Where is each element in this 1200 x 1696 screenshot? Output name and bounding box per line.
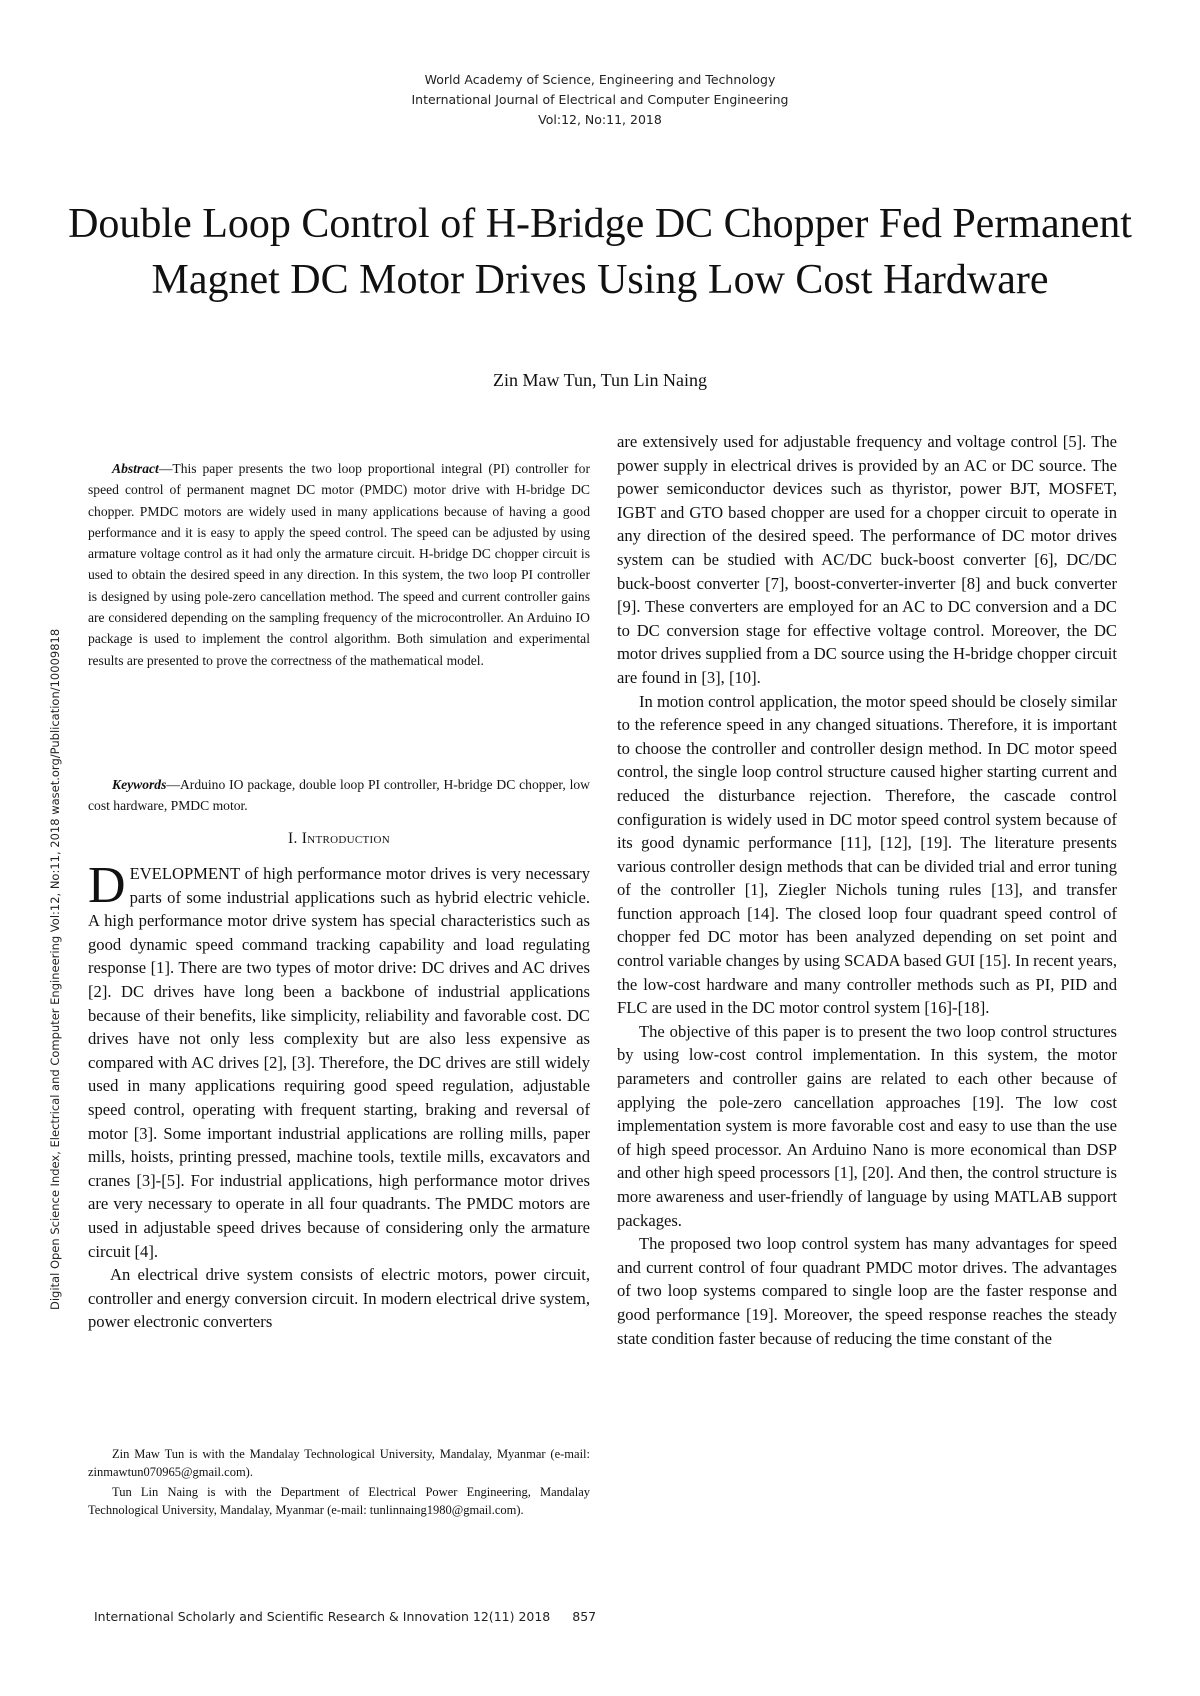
- right-paragraph-4: The proposed two loop control system has many advantages for speed and current control of four quadrant PMDC motor drives. The advantages of two loop systems compared to single loop are the faster response and good performance [19]. Moreover, the speed response reaches the steady state condition faster because of reducing the time constant of the: [617, 1234, 1117, 1348]
- intro-paragraph-2: An electrical drive system consists of electric motors, power circuit, controller and energy conversion circuit. In modern electrical drive system, power electronic converters: [88, 1265, 590, 1332]
- abstract: [88, 458, 590, 671]
- paper-authors: Zin Maw Tun, Tun Lin Naing: [492, 370, 708, 390]
- footnote-author-1: Zin Maw Tun is with the Mandalay Technological University, Mandalay, Myanmar (e-mail: zinmawtun070965@gmail.com).: [88, 1447, 590, 1479]
- footer-publication: International Scholarly and Scientific Research & Innovation 12(11) 2018: [94, 1609, 551, 1624]
- introduction-body: [88, 857, 590, 1334]
- keywords-label: Keywords: [112, 777, 167, 792]
- intro-paragraph-1: [88, 857, 590, 1263]
- right-paragraph-3: The objective of this paper is to present the two loop control structures by using low-cost control implementation. In this system, the motor parameters and controller gains are related to each other because of applying the pole-zero cancellation approaches [19]. The low cost implementation system is more favorable cost and easy to use than the use of high speed processor. An Arduino Nano is more economical than DSP and other high speed processors [1], [20]. And then, the control structure is more awareness and user-friendly of language by using MATLAB support packages.: [617, 1021, 1117, 1230]
- journal-volume: Vol:12, No:11, 2018: [538, 112, 662, 127]
- author-footnotes: [88, 1445, 590, 1521]
- journal-header: [0, 70, 1200, 130]
- abstract-text: —This paper presents the two loop proportional integral (PI) controller for speed control of permanent magnet DC motor (PMDC) motor drive with H-bridge DC chopper. PMDC motors are widely used in many applications because of having a good performance and it is easy to apply the speed control. The speed can be adjusted by using armature voltage control as it had only the armature circuit. H-bridge DC chopper circuit is used to obtain the desired speed in any direction. In this system, the two loop PI controller is designed by using pole-zero cancellation method. The speed and current controller gains are considered depending on the sampling frequency of the microcontroller. An Arduino IO package is used to implement the control algorithm. Both simulation and experimental results are presented to prove the correctness of the mathematical model.: [88, 461, 590, 668]
- dropcap: D: [88, 857, 126, 914]
- journal-publisher: World Academy of Science, Engineering and Technology: [424, 72, 776, 87]
- journal-name: International Journal of Electrical and Computer Engineering: [411, 92, 789, 107]
- keywords-text: —Arduino IO package, double loop PI controller, H-bridge DC chopper, low cost hardware, PMDC motor.: [88, 777, 590, 814]
- abstract-label: Abstract: [112, 461, 159, 476]
- paper-title: Double Loop Control of H-Bridge DC Chopper Fed Permanent Magnet DC Motor Drives Using Low Cost Hardware: [68, 201, 1132, 303]
- right-paragraph-1: are extensively used for adjustable frequency and voltage control [5]. The power supply in electrical drives is provided by an AC or DC source. The power semiconductor devices such as thyristor, power BJT, MOSFET, IGBT and GTO based chopper are used for a chopper circuit to operate in any direction of the desired speed. The performance of DC motor drives system can be studied with AC/DC buck-boost converter [6], DC/DC buck-boost converter [7], boost-converter-inverter [8] and buck converter [9]. These converters are employed for an AC to DC conversion and a DC to DC conversion stage for effective voltage control. Moreover, the DC motor drives supplied from a DC source using the H-bridge chopper circuit are found in [3], [10].: [617, 432, 1117, 687]
- keywords: [88, 774, 590, 817]
- intro-paragraph-1-text: EVELOPMENT of high performance motor drives is very necessary parts of some industrial applications such as hybrid electric vehicle. A high performance motor drive system has special characteristics such as good dynamic speed command tracking capability and load regulating response [1]. There are two types of motor drive: DC drives and AC drives [2]. DC drives have long been a backbone of industrial applications because of their benefits, like simplicity, reliability and favorable cost. DC drives have not only less complexity but are also less expensive as compared with AC drives [2], [3]. Therefore, the DC drives are still widely used in many applications requiring good speed regulation, adjustable speed control, operating with frequent starting, braking and reversal of motor [3]. Some important industrial applications are rolling mills, paper mills, hoists, printing pressed, machine tools, textile mills, excavators and cranes [3]-[5]. For industrial applications, high performance motor drives are very necessary to operate in all four quadrants. The PMDC motors are used in adjustable speed drives because of considering only the armature circuit [4].: [88, 864, 590, 1261]
- page-footer: [94, 1609, 596, 1624]
- section-heading-introduction: I. Introduction: [287, 830, 390, 847]
- side-watermark-note: Digital Open Science Index, Electrical and Computer Engineering Vol:12, No:11, 2018 waset.org/Publication/10009818: [48, 628, 62, 1310]
- page-number: 857: [572, 1609, 597, 1624]
- right-paragraph-2: In motion control application, the motor speed should be closely similar to the reference speed in any changed situations. Therefore, it is important to choose the controller and controller design method. In DC motor speed control, the single loop control structure caused higher starting current and reduced the disturbance rejection. Therefore, the cascade control configuration is widely used in DC motor speed control system because of its good dynamic performance [11], [12], [19]. The literature presents various controller design methods that can be divided trial and error tuning of the controller [1], Ziegler Nichols tuning rules [13], and transfer function approach [14]. The closed loop four quadrant speed control of chopper fed DC motor has been analyzed depending on set point and control variable changes by using SCADA based GUI [15]. In recent years, the low-cost hardware and many controller methods such as PI, PID and FLC are used in the DC motor control system [16]-[18].: [617, 691, 1117, 1018]
- right-column-body: [617, 430, 1117, 1350]
- footnote-author-2: Tun Lin Naing is with the Department of Electrical Power Engineering, Mandalay Technological University, Mandalay, Myanmar (e-mail: tunlinnaing1980@gmail.com).: [88, 1485, 590, 1517]
